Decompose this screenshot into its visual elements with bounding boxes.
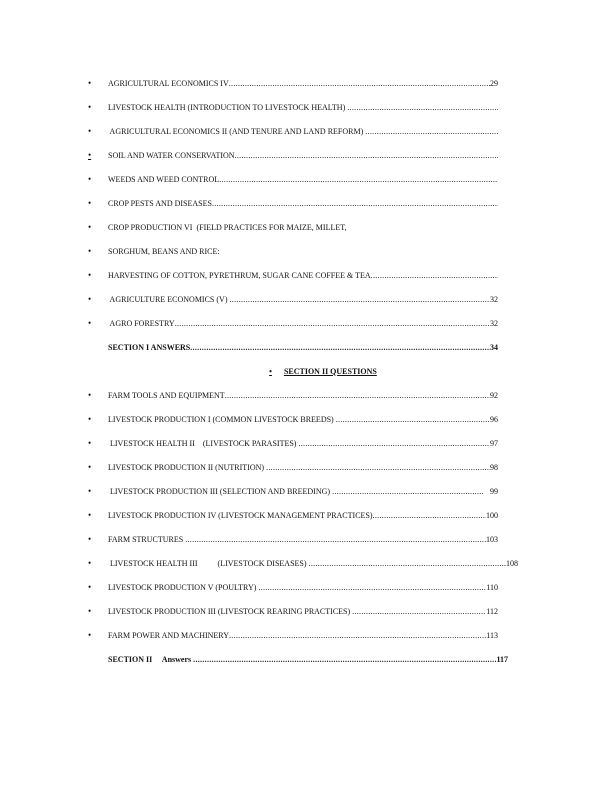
bullet-icon: • — [88, 197, 92, 208]
entry-title: CROP PESTS AND DISEASES — [108, 198, 212, 208]
page-number: 100 — [486, 510, 498, 520]
bullet-icon: • — [88, 77, 92, 88]
entry-title: SECTION II Answers — [108, 654, 194, 664]
toc-entry[interactable] — [88, 527, 498, 551]
page-number: 34 — [490, 342, 498, 352]
entry-title: FARM POWER AND MACHINERY — [108, 630, 229, 640]
dot-leader — [212, 199, 498, 208]
bullet-icon: • — [88, 149, 92, 160]
dot-leader — [235, 151, 498, 160]
bullet-icon: • — [88, 221, 92, 232]
entry-title: HARVESTING OF COTTON, PYRETHRUM, SUGAR CANE COFFEE & TEA — [108, 270, 371, 280]
page-number: 32 — [490, 318, 498, 328]
page-number: 92 — [490, 390, 498, 400]
entry-title: LIVESTOCK PRODUCTION III (LIVESTOCK REARING PRACTICES) — [108, 606, 353, 616]
dot-leader — [190, 343, 490, 352]
dot-leader — [332, 487, 484, 496]
bullet-icon: • — [88, 581, 92, 592]
bullet-icon: • — [88, 437, 92, 448]
toc-entry[interactable] — [88, 551, 518, 575]
dot-leader — [347, 103, 498, 112]
table-of-contents — [88, 71, 518, 671]
dot-leader — [193, 655, 496, 664]
toc-entry[interactable] — [88, 383, 498, 407]
toc-entry[interactable] — [88, 287, 498, 311]
toc-entry[interactable] — [88, 455, 498, 479]
entry-title: WEEDS AND WEED CONTROL — [108, 174, 220, 184]
toc-entry[interactable] — [88, 119, 498, 143]
bullet-icon: • — [88, 293, 92, 304]
bullet-icon: • — [88, 413, 92, 424]
toc-entry[interactable] — [88, 335, 498, 359]
bullet-icon: • — [88, 533, 92, 544]
toc-entry[interactable] — [88, 95, 498, 119]
bullet-icon: • — [88, 485, 92, 496]
entry-title: LIVESTOCK HEALTH II (LIVESTOCK PARASITES) — [108, 438, 299, 448]
page-number: 96 — [490, 414, 498, 424]
entry-title: LIVESTOCK PRODUCTION IV (LIVESTOCK MANAGEMENT PRACTICES) — [108, 510, 373, 520]
page-number: 98 — [490, 462, 498, 472]
entry-title: SORGHUM, BEANS AND RICE: — [108, 246, 220, 256]
dot-leader — [371, 271, 498, 280]
toc-entry[interactable] — [88, 191, 498, 215]
toc-entry[interactable] — [88, 215, 347, 239]
dot-leader — [365, 127, 498, 136]
bullet-icon: • — [88, 269, 92, 280]
dot-leader — [309, 559, 506, 568]
toc-entry[interactable] — [88, 431, 498, 455]
page-number: 110 — [486, 582, 498, 592]
toc-entry[interactable] — [88, 263, 498, 287]
entry-title: LIVESTOCK PRODUCTION III (SELECTION AND BREEDING) — [108, 486, 333, 496]
bullet-icon: • — [88, 173, 92, 184]
dot-leader — [230, 295, 491, 304]
entry-title: LIVESTOCK PRODUCTION II (NUTRITION) — [108, 462, 267, 472]
bullet-icon: • — [88, 125, 92, 136]
bullet-icon: • — [88, 629, 92, 640]
page-number: 99 — [484, 486, 498, 496]
dot-leader — [185, 535, 486, 544]
entry-title: AGRICULTURAL ECONOMICS IV — [108, 78, 229, 88]
entry-title: LIVESTOCK PRODUCTION I (COMMON LIVESTOCK BREEDS) — [108, 414, 336, 424]
toc-entry[interactable] — [88, 599, 498, 623]
page-number: 103 — [486, 534, 498, 544]
entry-title: LIVESTOCK PRODUCTION V (POULTRY) — [108, 582, 259, 592]
bullet-icon: • — [88, 317, 92, 328]
toc-entry[interactable] — [88, 623, 498, 647]
toc-entry[interactable] — [88, 167, 498, 191]
dot-leader — [336, 415, 490, 424]
bullet-icon: • — [88, 557, 92, 568]
dot-leader — [225, 391, 490, 400]
toc-entry[interactable] — [88, 575, 498, 599]
entry-title: AGRO FORESTRY — [108, 318, 175, 328]
entry-title: LIVESTOCK HEALTH (INTRODUCTION TO LIVESTOCK HEALTH) — [108, 102, 348, 112]
entry-title: LIVESTOCK HEALTH III (LIVESTOCK DISEASES) — [108, 558, 309, 568]
section-title: SECTION II QUESTIONS — [283, 366, 377, 376]
dot-leader — [229, 79, 490, 88]
page-number: 117 — [496, 654, 508, 664]
entry-title: SOIL AND WATER CONSERVATION — [108, 150, 235, 160]
toc-entry[interactable] — [88, 239, 220, 263]
dot-leader — [229, 631, 486, 640]
toc-entry[interactable] — [88, 143, 498, 167]
bullet-icon: • — [88, 245, 92, 256]
dot-leader — [352, 607, 486, 616]
dot-leader — [258, 583, 486, 592]
bullet-icon: • — [269, 366, 272, 376]
page-number: 32 — [490, 294, 498, 304]
toc-entry[interactable] — [88, 647, 508, 671]
dot-leader — [373, 511, 486, 520]
dot-leader — [175, 319, 490, 328]
entry-title: AGRICULTURAL ECONOMICS II (AND TENURE AND LAND REFORM) — [108, 126, 366, 136]
toc-entry[interactable] — [88, 479, 498, 503]
section-heading — [88, 359, 498, 383]
entry-title: FARM TOOLS AND EQUIPMENT — [108, 390, 225, 400]
page-number: 113 — [486, 630, 498, 640]
toc-entry[interactable] — [88, 503, 498, 527]
bullet-icon: • — [88, 509, 92, 520]
page-number: 29 — [490, 78, 498, 88]
page-number: 112 — [486, 606, 498, 616]
dot-leader — [266, 463, 490, 472]
toc-entry[interactable] — [88, 407, 498, 431]
toc-entry[interactable] — [88, 71, 498, 95]
bullet-icon: • — [88, 461, 92, 472]
page-number: 108 — [506, 558, 518, 568]
entry-title: SECTION I ANSWERS — [108, 342, 191, 352]
entry-title: CROP PRODUCTION VI (FIELD PRACTICES FOR MAIZE, MILLET, — [108, 222, 347, 232]
toc-entry[interactable] — [88, 311, 498, 335]
dot-leader — [219, 175, 498, 184]
page-number: 97 — [490, 438, 498, 448]
dot-leader — [298, 439, 490, 448]
bullet-icon: • — [88, 389, 92, 400]
entry-title: AGRICULTURE ECONOMICS (V) — [108, 294, 230, 304]
bullet-icon: • — [88, 605, 92, 616]
bullet-icon: • — [88, 101, 92, 112]
entry-title: FARM STRUCTURES — [108, 534, 186, 544]
